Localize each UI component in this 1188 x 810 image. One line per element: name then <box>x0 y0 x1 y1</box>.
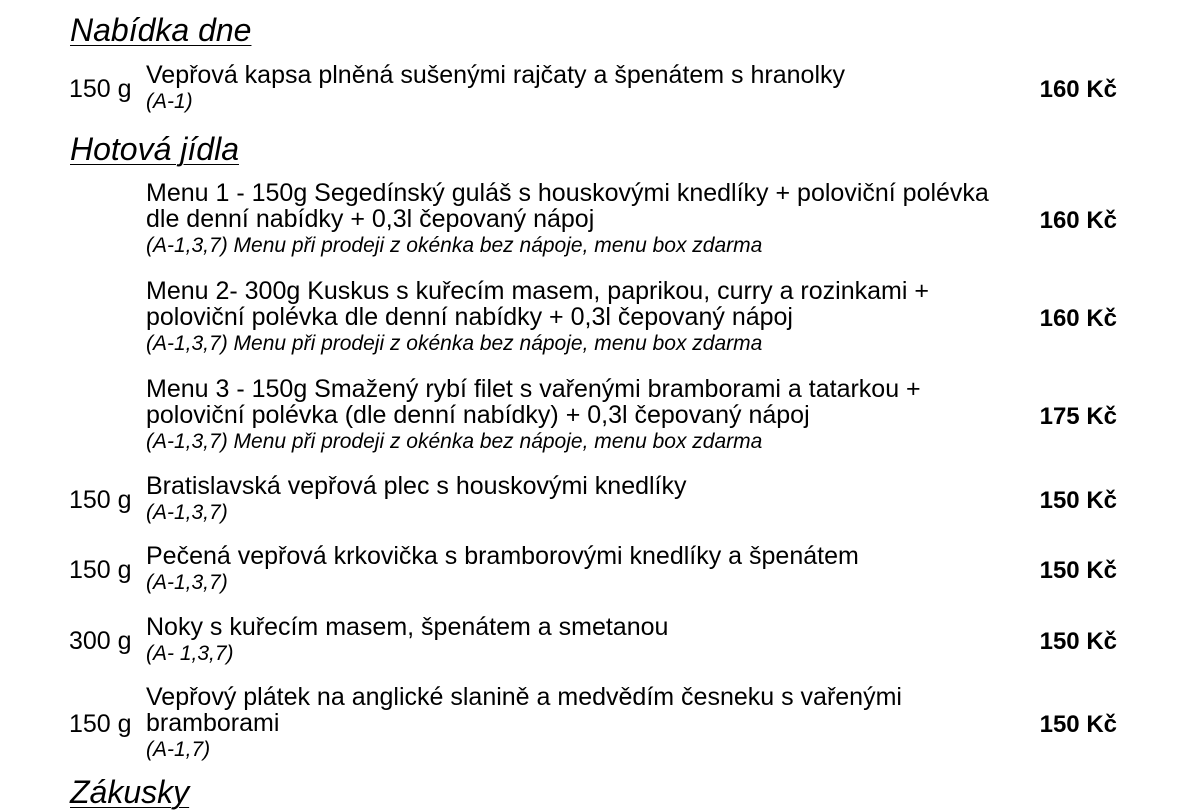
item-description <box>146 62 1006 116</box>
section-title-ready-meals: Hotová jídla <box>70 131 239 167</box>
item-name: Noky s kuřecím masem, špenátem a smetanou <box>146 613 669 641</box>
item-name: Vepřový plátek na anglické slanině a medvědím česneku s vařenými bramborami <box>146 683 902 737</box>
item-allergens: (A-1,3,7) Menu při prodeji z okénka bez nápoje, menu box zdarma <box>146 332 763 355</box>
item-price: 150 Kč <box>1039 628 1117 655</box>
item-description <box>146 278 1006 358</box>
item-allergens: (A-1,7) <box>146 738 211 761</box>
item-price: 175 Kč <box>1039 403 1117 430</box>
item-allergens: (A- 1,3,7) <box>146 642 234 665</box>
item-name: Menu 2- 300g Kuskus s kuřecím masem, paprikou, curry a rozinkami + poloviční polévka dle denní nabídky + 0,3l čepovaný nápoj <box>146 277 929 331</box>
item-price: 160 Kč <box>1039 207 1117 234</box>
item-description <box>146 543 1006 597</box>
item-price: 160 Kč <box>1039 76 1117 103</box>
item-weight: 150 g <box>69 556 132 584</box>
item-name: Menu 1 - 150g Segedínský guláš s houskovými knedlíky + poloviční polévka dle denní nabídky + 0,3l čepovaný nápoj <box>146 179 989 233</box>
item-price: 150 Kč <box>1039 557 1117 584</box>
item-description <box>146 684 1006 764</box>
menu-item <box>0 473 1188 531</box>
item-price: 150 Kč <box>1039 711 1117 738</box>
item-description <box>146 614 1006 668</box>
item-allergens: (A-1,3,7) Menu při prodeji z okénka bez nápoje, menu box zdarma <box>146 234 763 257</box>
section-title-desserts: Zákusky <box>70 774 190 810</box>
menu-item <box>0 376 1188 460</box>
item-description <box>146 473 1006 527</box>
item-name: Bratislavská vepřová plec s houskovými knedlíky <box>146 472 687 500</box>
item-price: 150 Kč <box>1039 487 1117 514</box>
item-weight: 150 g <box>69 710 132 738</box>
item-price: 160 Kč <box>1039 305 1117 332</box>
menu-item <box>0 684 1188 768</box>
item-allergens: (A-1) <box>146 90 193 113</box>
item-allergens: (A-1,3,7) <box>146 571 228 594</box>
menu-item <box>0 614 1188 672</box>
item-weight: 150 g <box>69 75 132 103</box>
item-name: Vepřová kapsa plněná sušenými rajčaty a špenátem s hranolky <box>146 61 845 89</box>
menu-item <box>0 543 1188 601</box>
item-name: Menu 3 - 150g Smažený rybí filet s vařenými bramborami a tatarkou + poloviční polévka (dle denní nabídky) + 0,3l čepovaný nápoj <box>146 375 921 429</box>
item-weight: 150 g <box>69 486 132 514</box>
item-allergens: (A-1,3,7) <box>146 501 228 524</box>
menu-item <box>0 62 1188 124</box>
item-name: Pečená vepřová krkovička s bramborovými knedlíky a špenátem <box>146 542 859 570</box>
item-weight: 300 g <box>69 627 132 655</box>
section-title-daily-offer: Nabídka dne <box>70 12 252 48</box>
item-description <box>146 180 1006 260</box>
item-description <box>146 376 1006 456</box>
item-allergens: (A-1,3,7) Menu při prodeji z okénka bez nápoje, menu box zdarma <box>146 430 763 453</box>
menu-item <box>0 278 1188 362</box>
menu-item <box>0 180 1188 264</box>
